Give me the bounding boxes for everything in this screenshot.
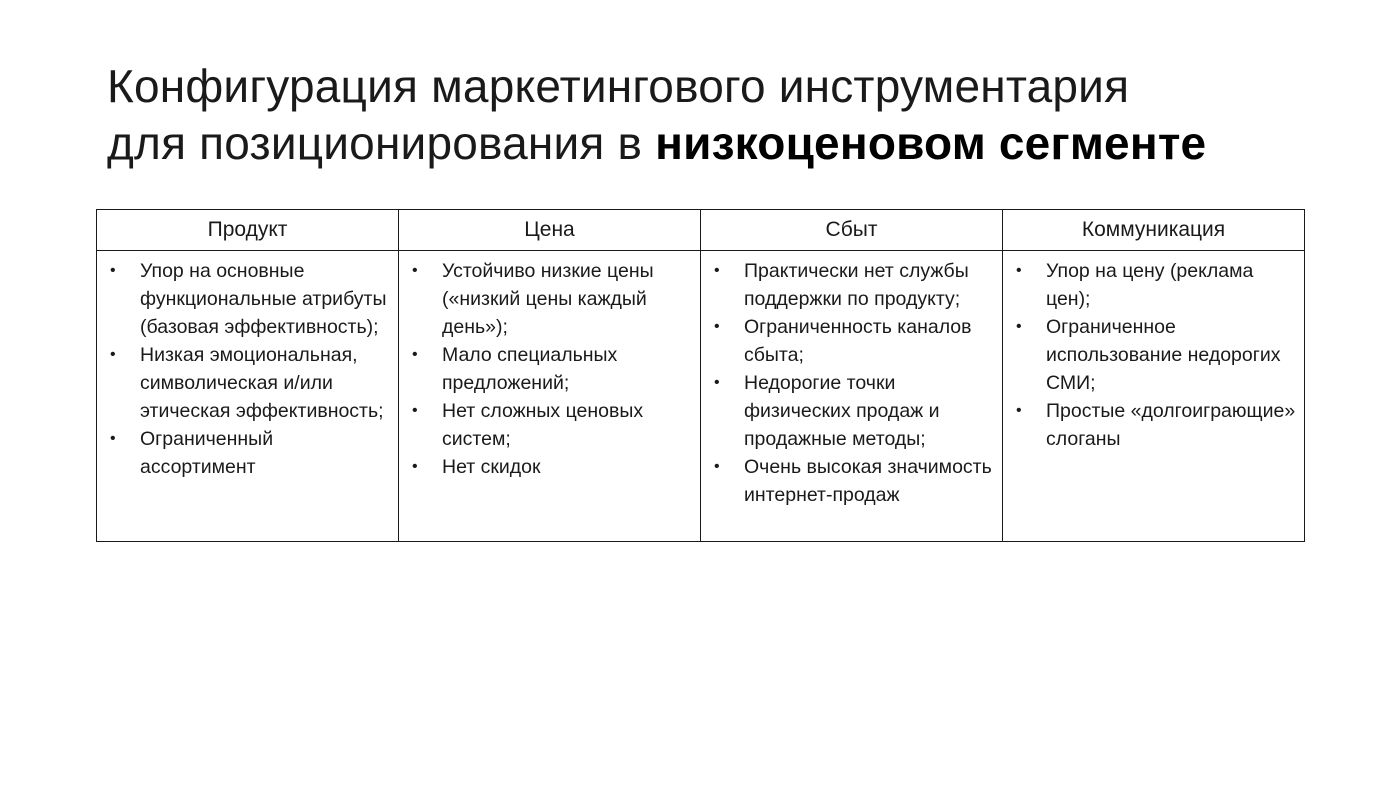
list-item-text: Упор на цену (реклама цен); bbox=[1046, 260, 1254, 310]
list-item-text: Нет сложных ценовых систем; bbox=[442, 400, 644, 450]
list-item-text: Ограниченность каналов сбыта; bbox=[744, 316, 972, 366]
list-item bbox=[407, 341, 692, 397]
distribution-list bbox=[709, 257, 994, 509]
bullet-icon: • bbox=[412, 262, 418, 279]
list-item bbox=[407, 453, 692, 481]
list-item bbox=[105, 341, 390, 425]
bullet-icon: • bbox=[714, 374, 720, 391]
title-line-1: Конфигурация маркетингового инструментария bbox=[107, 60, 1130, 112]
list-item bbox=[105, 257, 390, 341]
table-header-row bbox=[97, 210, 1305, 251]
list-item bbox=[709, 369, 994, 453]
list-item bbox=[709, 313, 994, 369]
list-item-text: Ограниченное использование недорогих СМИ; bbox=[1046, 316, 1281, 394]
list-item-text: Очень высокая значимость интернет-продаж bbox=[744, 456, 992, 506]
list-item-text: Нет скидок bbox=[442, 456, 541, 478]
header-price: Цена bbox=[399, 210, 701, 251]
cell-distribution bbox=[701, 251, 1003, 542]
cell-price bbox=[399, 251, 701, 542]
list-item bbox=[407, 257, 692, 341]
list-item-text: Упор на основные функциональные атрибуты (базовая эффективность); bbox=[140, 260, 387, 338]
bullet-icon: • bbox=[110, 430, 116, 447]
cell-communication bbox=[1003, 251, 1305, 542]
list-item-text: Простые «долгоиграющие» слоганы bbox=[1046, 400, 1296, 450]
bullet-icon: • bbox=[714, 458, 720, 475]
list-item-text: Ограниченный ассортимент bbox=[140, 428, 274, 478]
list-item-text: Низкая эмоциональная, символическая и/или этическая эффективность; bbox=[140, 344, 384, 422]
list-item-text: Практически нет службы поддержки по продукту; bbox=[744, 260, 969, 310]
list-item bbox=[105, 425, 390, 481]
list-item bbox=[709, 257, 994, 313]
title-line-2 bbox=[107, 115, 1327, 172]
list-item-text: Устойчиво низкие цены («низкий цены каждый день»); bbox=[442, 260, 654, 338]
bullet-icon: • bbox=[412, 346, 418, 363]
cell-product bbox=[97, 251, 399, 542]
bullet-icon: • bbox=[1016, 318, 1022, 335]
bullet-icon: • bbox=[1016, 402, 1022, 419]
bullet-icon: • bbox=[714, 318, 720, 335]
list-item-text: Недорогие точки физических продаж и продажные методы; bbox=[744, 372, 940, 450]
header-product: Продукт bbox=[97, 210, 399, 251]
bullet-icon: • bbox=[412, 402, 418, 419]
marketing-mix-table bbox=[96, 209, 1305, 542]
list-item bbox=[1011, 257, 1296, 313]
table-row bbox=[97, 251, 1305, 542]
bullet-icon: • bbox=[412, 458, 418, 475]
header-communication: Коммуникация bbox=[1003, 210, 1305, 251]
header-distribution: Сбыт bbox=[701, 210, 1003, 251]
communication-list bbox=[1011, 257, 1296, 453]
slide-title bbox=[107, 58, 1327, 172]
list-item bbox=[1011, 313, 1296, 397]
bullet-icon: • bbox=[1016, 262, 1022, 279]
list-item bbox=[407, 397, 692, 453]
bullet-icon: • bbox=[110, 346, 116, 363]
title-line-2-bold: низкоценовом сегменте bbox=[655, 117, 1207, 169]
bullet-icon: • bbox=[714, 262, 720, 279]
bullet-icon: • bbox=[110, 262, 116, 279]
product-list bbox=[105, 257, 390, 481]
price-list bbox=[407, 257, 692, 481]
list-item bbox=[1011, 397, 1296, 453]
list-item-text: Мало специальных предложений; bbox=[442, 344, 618, 394]
title-line-2-regular: для позиционирования в bbox=[107, 117, 656, 169]
list-item bbox=[709, 453, 994, 509]
